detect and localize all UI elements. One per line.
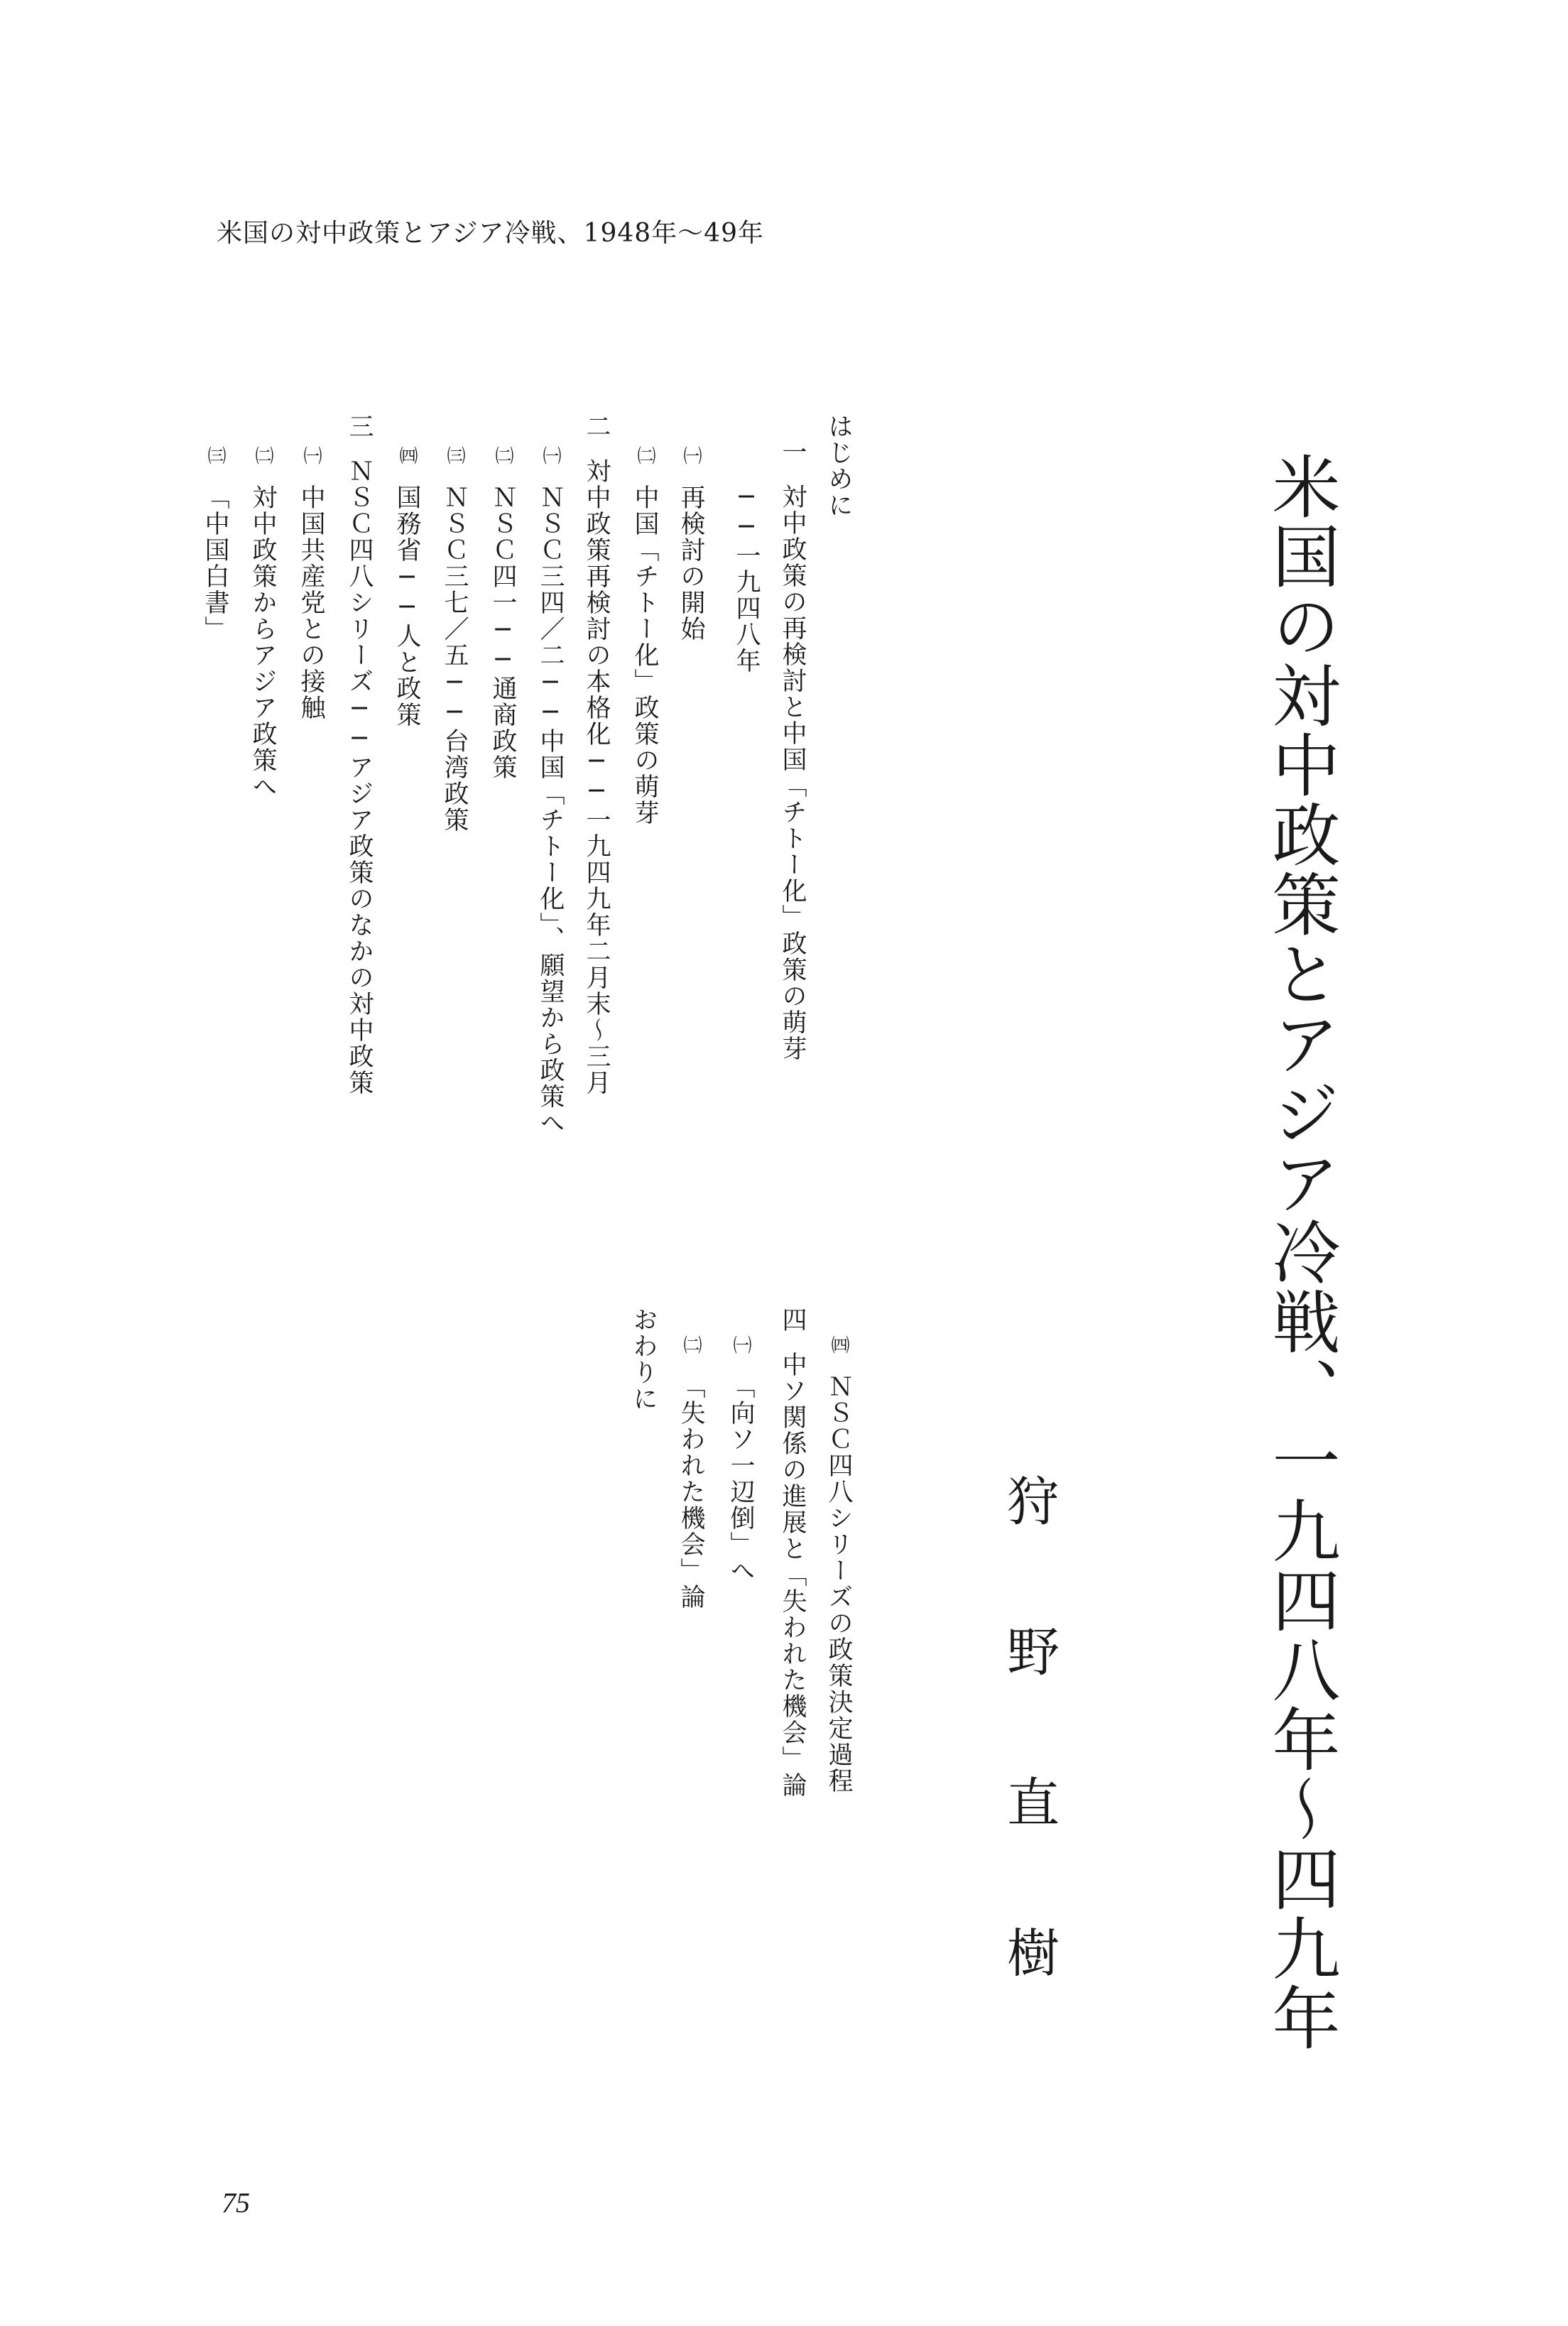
toc-entry: ㈡「失われた機会」論 — [677, 1335, 705, 1610]
article-title: 米国の対中政策とアジア冷戦、一九四八年〜四九年 — [1261, 452, 1341, 2053]
toc-entry: ㈢ＮＳＣ三七／五──台湾政策 — [440, 446, 469, 833]
toc-entry: ㈣ＮＳＣ四八シリーズの政策決定過程 — [824, 1335, 853, 1794]
toc-entry: はじめに — [824, 413, 853, 518]
toc-entry: ㈢「中国白書」 — [201, 446, 229, 642]
toc-entry: ㈠再検討の開始 — [677, 446, 705, 642]
toc-entry: ㈠「向ソ一辺倒」へ — [726, 1335, 755, 1584]
page-number: 75 — [222, 2187, 250, 2219]
toc-entry: ㈡ＮＳＣ四一──通商政策 — [489, 446, 517, 781]
toc-entry: ㈣国務省──人と政策 — [393, 446, 421, 728]
toc-entry: ㈠ＮＳＣ三四／二──中国「チトー化」、願望から政策へ — [536, 446, 565, 1136]
toc-entry: 四中ソ関係の進展と「失われた機会」論 — [778, 1307, 807, 1798]
toc-entry: 一対中政策の再検討と中国「チトー化」政策の萌芽 — [778, 439, 807, 1062]
toc-entry: 二対中政策再検討の本格化──一九四九年二月末〜三月 — [582, 413, 611, 1096]
toc-entry: 三ＮＳＣ四八シリーズ──アジア政策のなかの対中政策 — [345, 413, 374, 1096]
toc-entry: おわりに — [629, 1307, 658, 1412]
toc-entry: ㈡対中政策からアジア政策へ — [249, 446, 277, 800]
running-head: 米国の対中政策とアジア冷戦、1948年〜49年 — [217, 219, 764, 248]
toc-entry: ㈠中国共産党との接触 — [297, 446, 325, 721]
toc-entry: ──一九四八年 — [732, 483, 761, 674]
author-name: 狩野直樹 — [998, 1474, 1060, 2076]
toc-entry: ㈡中国「チトー化」政策の萌芽 — [631, 446, 659, 826]
